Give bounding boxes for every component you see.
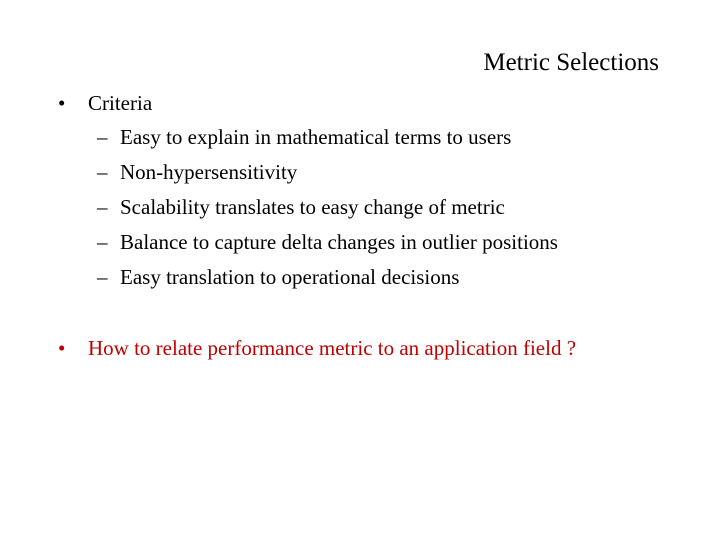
- sub-bullet-text: Balance to capture delta changes in outlier positions: [120, 230, 558, 254]
- sub-bullet-text: Easy translation to operational decisions: [120, 265, 460, 289]
- sub-bullet-text: Non-hypersensitivity: [120, 160, 298, 184]
- sub-bullet: [97, 229, 558, 255]
- bullet-dot: •: [58, 336, 66, 360]
- bullet-criteria: [58, 90, 152, 116]
- slide-title: Metric Selections: [483, 49, 659, 76]
- sub-bullet: [97, 124, 511, 150]
- bullet-text: Criteria: [88, 91, 153, 115]
- bullet-dot: •: [58, 91, 66, 115]
- sub-bullet: [97, 264, 459, 290]
- dash-marker: –: [97, 160, 108, 184]
- sub-bullet: [97, 194, 505, 220]
- dash-marker: –: [97, 265, 108, 289]
- bullet-text: How to relate performance metric to an application field ?: [88, 336, 577, 360]
- sub-bullet-text: Scalability translates to easy change of metric: [120, 195, 505, 219]
- dash-marker: –: [97, 230, 108, 254]
- dash-marker: –: [97, 195, 108, 219]
- sub-bullet: [97, 159, 297, 185]
- bullet-question: [58, 335, 576, 361]
- sub-bullet-text: Easy to explain in mathematical terms to users: [120, 125, 512, 149]
- dash-marker: –: [97, 125, 108, 149]
